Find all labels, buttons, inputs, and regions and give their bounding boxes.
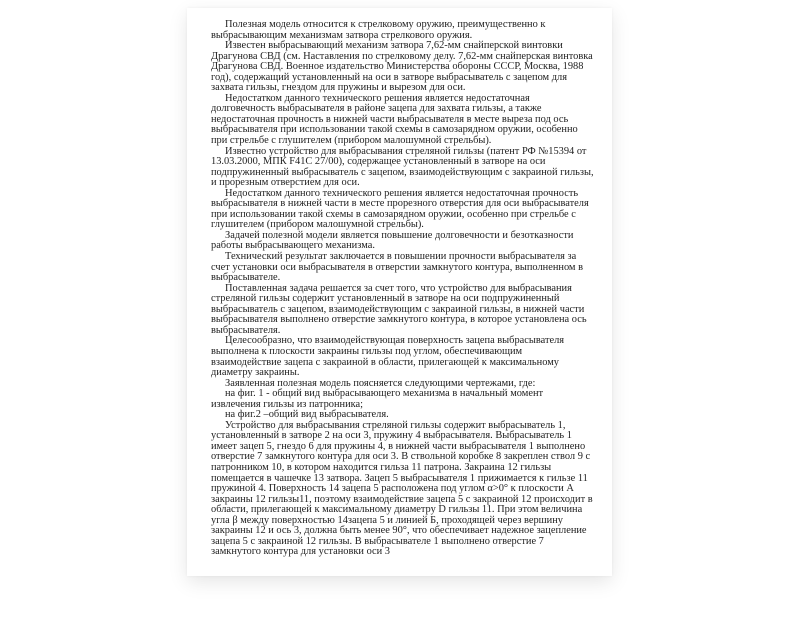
document-body: [211, 20, 594, 558]
paragraph-8: Поставленная задача решается за счет того, что устройство для выбрасывания стреляной гильзы содержит установленный в затворе на оси подпружиненный выбрасыватель с зацепом, взаимодействующим с закраиной гильзы, в нижней части выбрасывателя выполнено отверстие замкнутого контура, в которое установлена ось выбрасывателя.: [211, 282, 587, 336]
paragraph-7: Технический результат заключается в повышении прочности выбрасывателя за счет установки оси выбрасывателя в отверстии замкнутого контура, выполненном в выбрасывателе.: [211, 251, 584, 284]
paragraph-3: Недостатком данного технического решения является недостаточная долговечность выбрасывателя в районе зацепа для захвата гильзы, а также недостаточная прочность в нижней части выбрасывателя в месте выреза под ось выбрасывателя при использовании такой схемы в самозарядном оружии, особенно при стрельбе с глушителем (прибором малошумной стрельбы).: [211, 92, 578, 147]
paragraph-2: Известен выбрасывающий механизм затвора 7,62-мм снайперской винтовки Драгунова СВД (см. Наставления по стрелковому делу. 7,62-мм снайперская винтовка Драгунова СВД. Военное издательство Министерства обороны СССР, Москва, 1988 год), содержащий установленный на оси в затворе выбрасыватель с зацепом для захвата гильзы, гнездом для пружины и вырезом для оси.: [211, 40, 593, 94]
paragraph-5: Недостатком данного технического решения является недостаточная прочность выбрасывателя в нижней части в месте прорезного отверстия для оси выбрасывателя при использовании такой схемы в самозарядном оружии, особенно при стрельбе с глушителем (прибором малошумной стрельбы).: [211, 187, 589, 231]
document-page: [187, 8, 612, 576]
paragraph-13: Устройство для выбрасывания стреляной гильзы содержит выбрасыватель 1, установленный в затворе 2 на оси 3, пружину 4 выбрасывателя. Выбрасыватель 1 имеет зацеп 5, гнездо 6 для пружины 4, в нижней части выбрасывателя 1 выполнено отверстие 7 замкнутого контура для оси 3. В ствольной коробке 8 закреплен ствол 9 с патронником 10, в котором находится гильза 11 патрона. Закраина 12 гильзы помещается в чашечке 13 затвора. Зацеп 5 выбрасывателя 1 прижимается к гильзе 11 пружиной 4. Поверхность 14 зацепа 5 расположена под углом α>0° к плоскости А закраины 12 гильзы11, поэтому взаимодействие зацепа 5 с закраиной 12 происходит в области, прилегающей к максимальному диаметру D гильзы 11. При этом величина угла β между поверхностью 14зацепа 5 и линией Б, проходящей через вершину закраины 12 и ось 3, должна быть менее 90°, что обеспечивает надежное зацепление зацепа 5 с закраиной 12 гильзы. В выбрасывателе 1 выполнено отверстие 7 замкнутого контура для установки оси 3: [211, 419, 593, 558]
paragraph-12: на фиг.2 –общий вид выбрасывателя.: [225, 409, 389, 421]
paragraph-9: Целесообразно, что взаимодействующая поверхность зацепа выбрасывателя выполнена к плоскости закраины гильзы под углом, обеспечивающим взаимодействие зацепа с закраиной в области, прилегающей к максимальному диаметру закраины.: [211, 335, 565, 379]
paragraph-4: Известно устройство для выбрасывания стреляной гильзы (патент РФ №15394 от 13.03.2000, МПК F41C 27/00), содержащее установленный в затворе на оси подпружиненный выбрасыватель с зацепом, взаимодействующим с закраиной гильзы, и прорезным отверстием для оси.: [211, 145, 594, 189]
paragraph-1: Полезная модель относится к стрелковому оружию, преимущественно к выбрасывающим механизмам затвора стрелкового оружия.: [211, 19, 546, 41]
paragraph-11: на фиг. 1 - общий вид выбрасывающего механизма в начальный момент извлечения гильзы из патронника;: [211, 388, 544, 410]
paragraph-6: Задачей полезной модели является повышение долговечности и безотказности работы выбрасывающего механизма.: [211, 229, 574, 252]
paragraph-10: Заявленная полезная модель поясняется следующими чертежами, где:: [225, 377, 536, 389]
